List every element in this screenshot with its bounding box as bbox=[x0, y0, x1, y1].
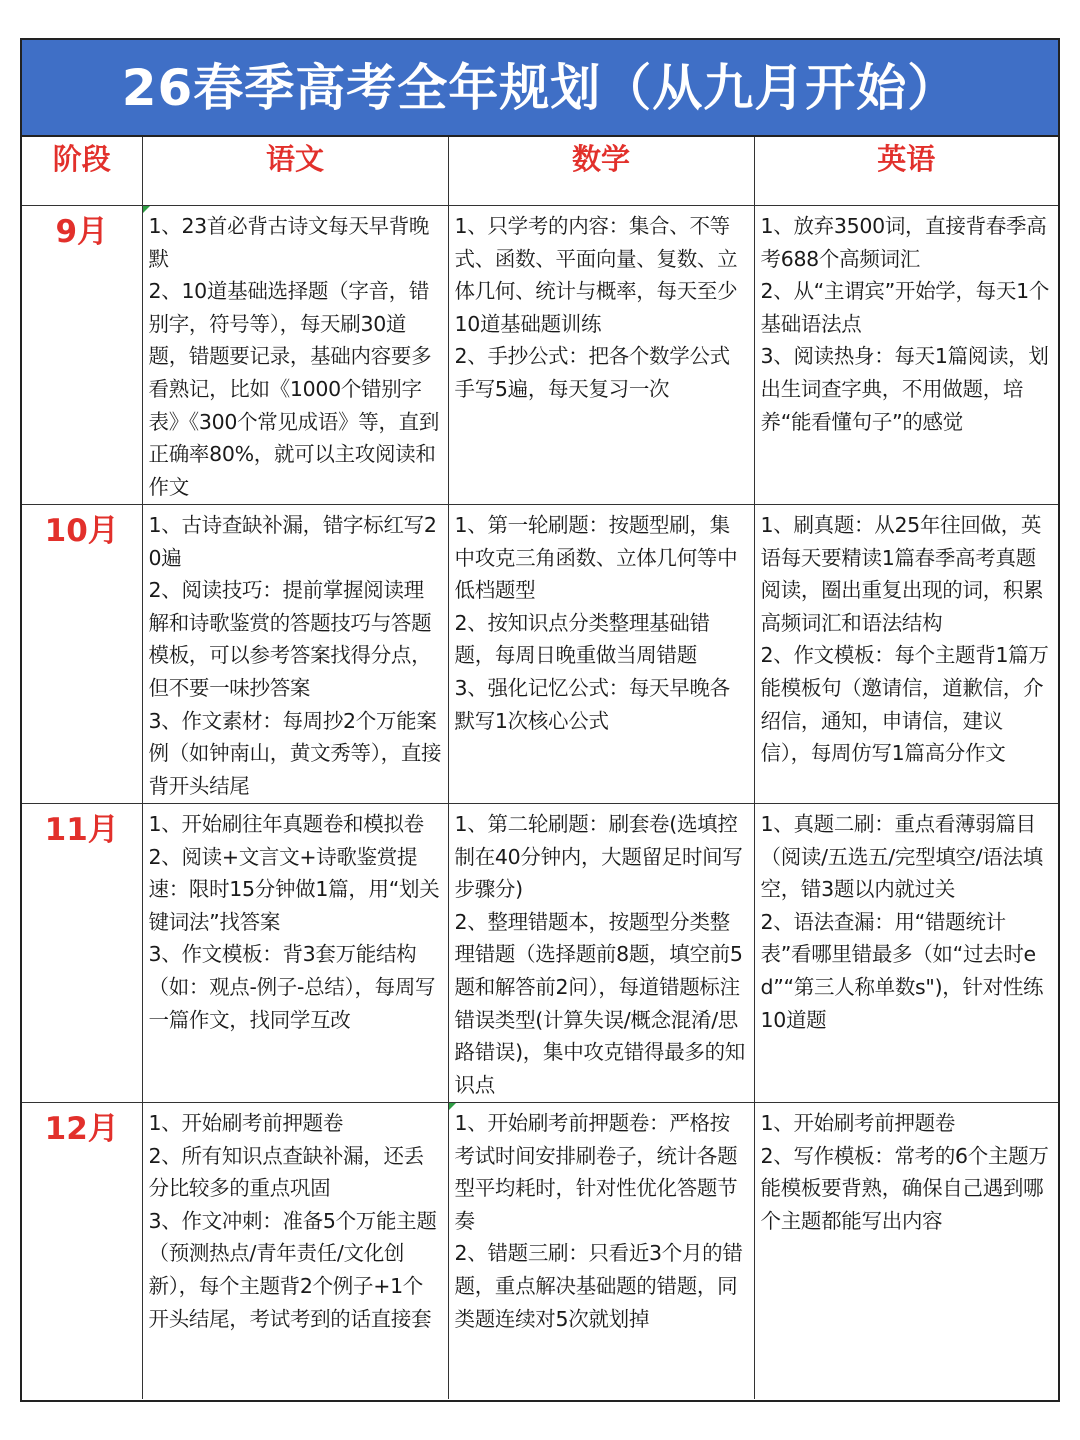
math-plan-cell bbox=[448, 804, 754, 1103]
table-row bbox=[22, 206, 1058, 505]
month-label: 10月 bbox=[22, 505, 142, 804]
month-label: 12月 bbox=[22, 1103, 142, 1400]
english-plan-cell bbox=[754, 804, 1058, 1103]
chinese-plan-text: 1、开始刷考前押题卷 2、所有知识点查缺补漏，还丢分比较多的重点巩固 3、作文冲刺：准备5个万能主题（预测热点/青年责任/文化创新），每个主题背2个例子+1个开头结尾，考试考到的话直接套 bbox=[148, 1111, 437, 1331]
english-plan-text: 1、真题二刷：重点看薄弱篇目（阅读/五选五/完型填空/语法填空，错3题以内就过关 2、语法查漏：用“错题统计表”看哪里错最多（如“过去时ed”“第三人称单数s")，针对性练10道题 bbox=[760, 812, 1044, 1032]
math-plan-text: 1、只学考的内容：集合、不等式、函数、平面向量、复数、立体几何、统计与概率，每天至少10道基础题训练 2、手抄公式：把各个数学公式手写5遍，每天复习一次 bbox=[454, 214, 738, 401]
plan-table bbox=[22, 137, 1058, 1399]
header-stage: 阶段 bbox=[22, 137, 142, 206]
math-plan-cell bbox=[448, 1103, 754, 1400]
english-plan-text: 1、放弃3500词，直接背春季高考688个高频词汇 2、从“主谓宾”开始学，每天1个基础语法点 3、阅读热身：每天1篇阅读，划出生词查字典，不用做题，培养“能看懂句子”的感觉 bbox=[760, 214, 1050, 434]
math-plan-text: 1、开始刷考前押题卷：严格按考试时间安排刷卷子，统计各题型平均耗时，针对性优化答题节奏 2、错题三刷：只看近3个月的错题，重点解决基础题的错题，同类题连续对5次就划掉 bbox=[454, 1111, 743, 1331]
chinese-plan-text: 1、古诗查缺补漏，错字标红写20遍 2、阅读技巧：提前掌握阅读理解和诗歌鉴赏的答题技巧与答题模板，可以参考答案找得分点，但不要一味抄答案 3、作文素材：每周抄2个万能案例（如钟南山，黄文秀等），直接背开头结尾 bbox=[148, 513, 442, 798]
english-plan-cell bbox=[754, 1103, 1058, 1400]
month-label: 9月 bbox=[22, 206, 142, 505]
chinese-plan-cell bbox=[142, 1103, 448, 1400]
table-row bbox=[22, 1103, 1058, 1400]
header-chinese: 语文 bbox=[142, 137, 448, 206]
table-row bbox=[22, 804, 1058, 1103]
comment-marker-icon bbox=[449, 1103, 456, 1110]
plan-sheet bbox=[20, 38, 1060, 1402]
header-math: 数学 bbox=[448, 137, 754, 206]
page-title: 26春季高考全年规划（从九月开始） bbox=[22, 40, 1058, 137]
english-plan-cell bbox=[754, 505, 1058, 804]
math-plan-text: 1、第二轮刷题：刷套卷(选填控制在40分钟内，大题留足时间写步骤分) 2、整理错题本，按题型分类整理错题（选择题前8题，填空前5题和解答前2问），每道错题标注错误类型(计算失误/概念混淆/思路错误)，集中攻克错得最多的知识点 bbox=[454, 812, 745, 1097]
month-label: 11月 bbox=[22, 804, 142, 1103]
math-plan-cell bbox=[448, 505, 754, 804]
chinese-plan-text: 1、开始刷往年真题卷和模拟卷 2、阅读+文言文+诗歌鉴赏提速：限时15分钟做1篇，用“划关键词法”找答案 3、作文模板：背3套万能结构（如：观点-例子-总结），每周写一篇作文，找同学互改 bbox=[148, 812, 440, 1032]
english-plan-cell bbox=[754, 206, 1058, 505]
chinese-plan-cell bbox=[142, 804, 448, 1103]
english-plan-text: 1、开始刷考前押题卷 2、写作模板：常考的6个主题万能模板要背熟，确保自己遇到哪个主题都能写出内容 bbox=[760, 1111, 1049, 1233]
chinese-plan-text: 1、23首必背古诗文每天早背晚默 2、10道基础选择题（字音，错别字，符号等），每天刷30道题，错题要记录，基础内容要多看熟记，比如《1000个错别字表》《300个常见成语》等，直到正确率80%，就可以主攻阅读和作文 bbox=[148, 214, 440, 499]
chinese-plan-cell bbox=[142, 206, 448, 505]
math-plan-cell bbox=[448, 206, 754, 505]
english-plan-text: 1、刷真题：从25年往回做，英语每天要精读1篇春季高考真题阅读，圈出重复出现的词，积累高频词汇和语法结构 2、作文模板：每个主题背1篇万能模板句（邀请信，道歉信，介绍信，通知，申请信，建议信），每周仿写1篇高分作文 bbox=[760, 513, 1049, 766]
math-plan-text: 1、第一轮刷题：按题型刷，集中攻克三角函数、立体几何等中低档题型 2、按知识点分类整理基础错题，每周日晚重做当周错题 3、强化记忆公式：每天早晚各默写1次核心公式 bbox=[454, 513, 738, 733]
chinese-plan-cell bbox=[142, 505, 448, 804]
comment-marker-icon bbox=[143, 206, 150, 213]
header-english: 英语 bbox=[754, 137, 1058, 206]
table-row bbox=[22, 505, 1058, 804]
